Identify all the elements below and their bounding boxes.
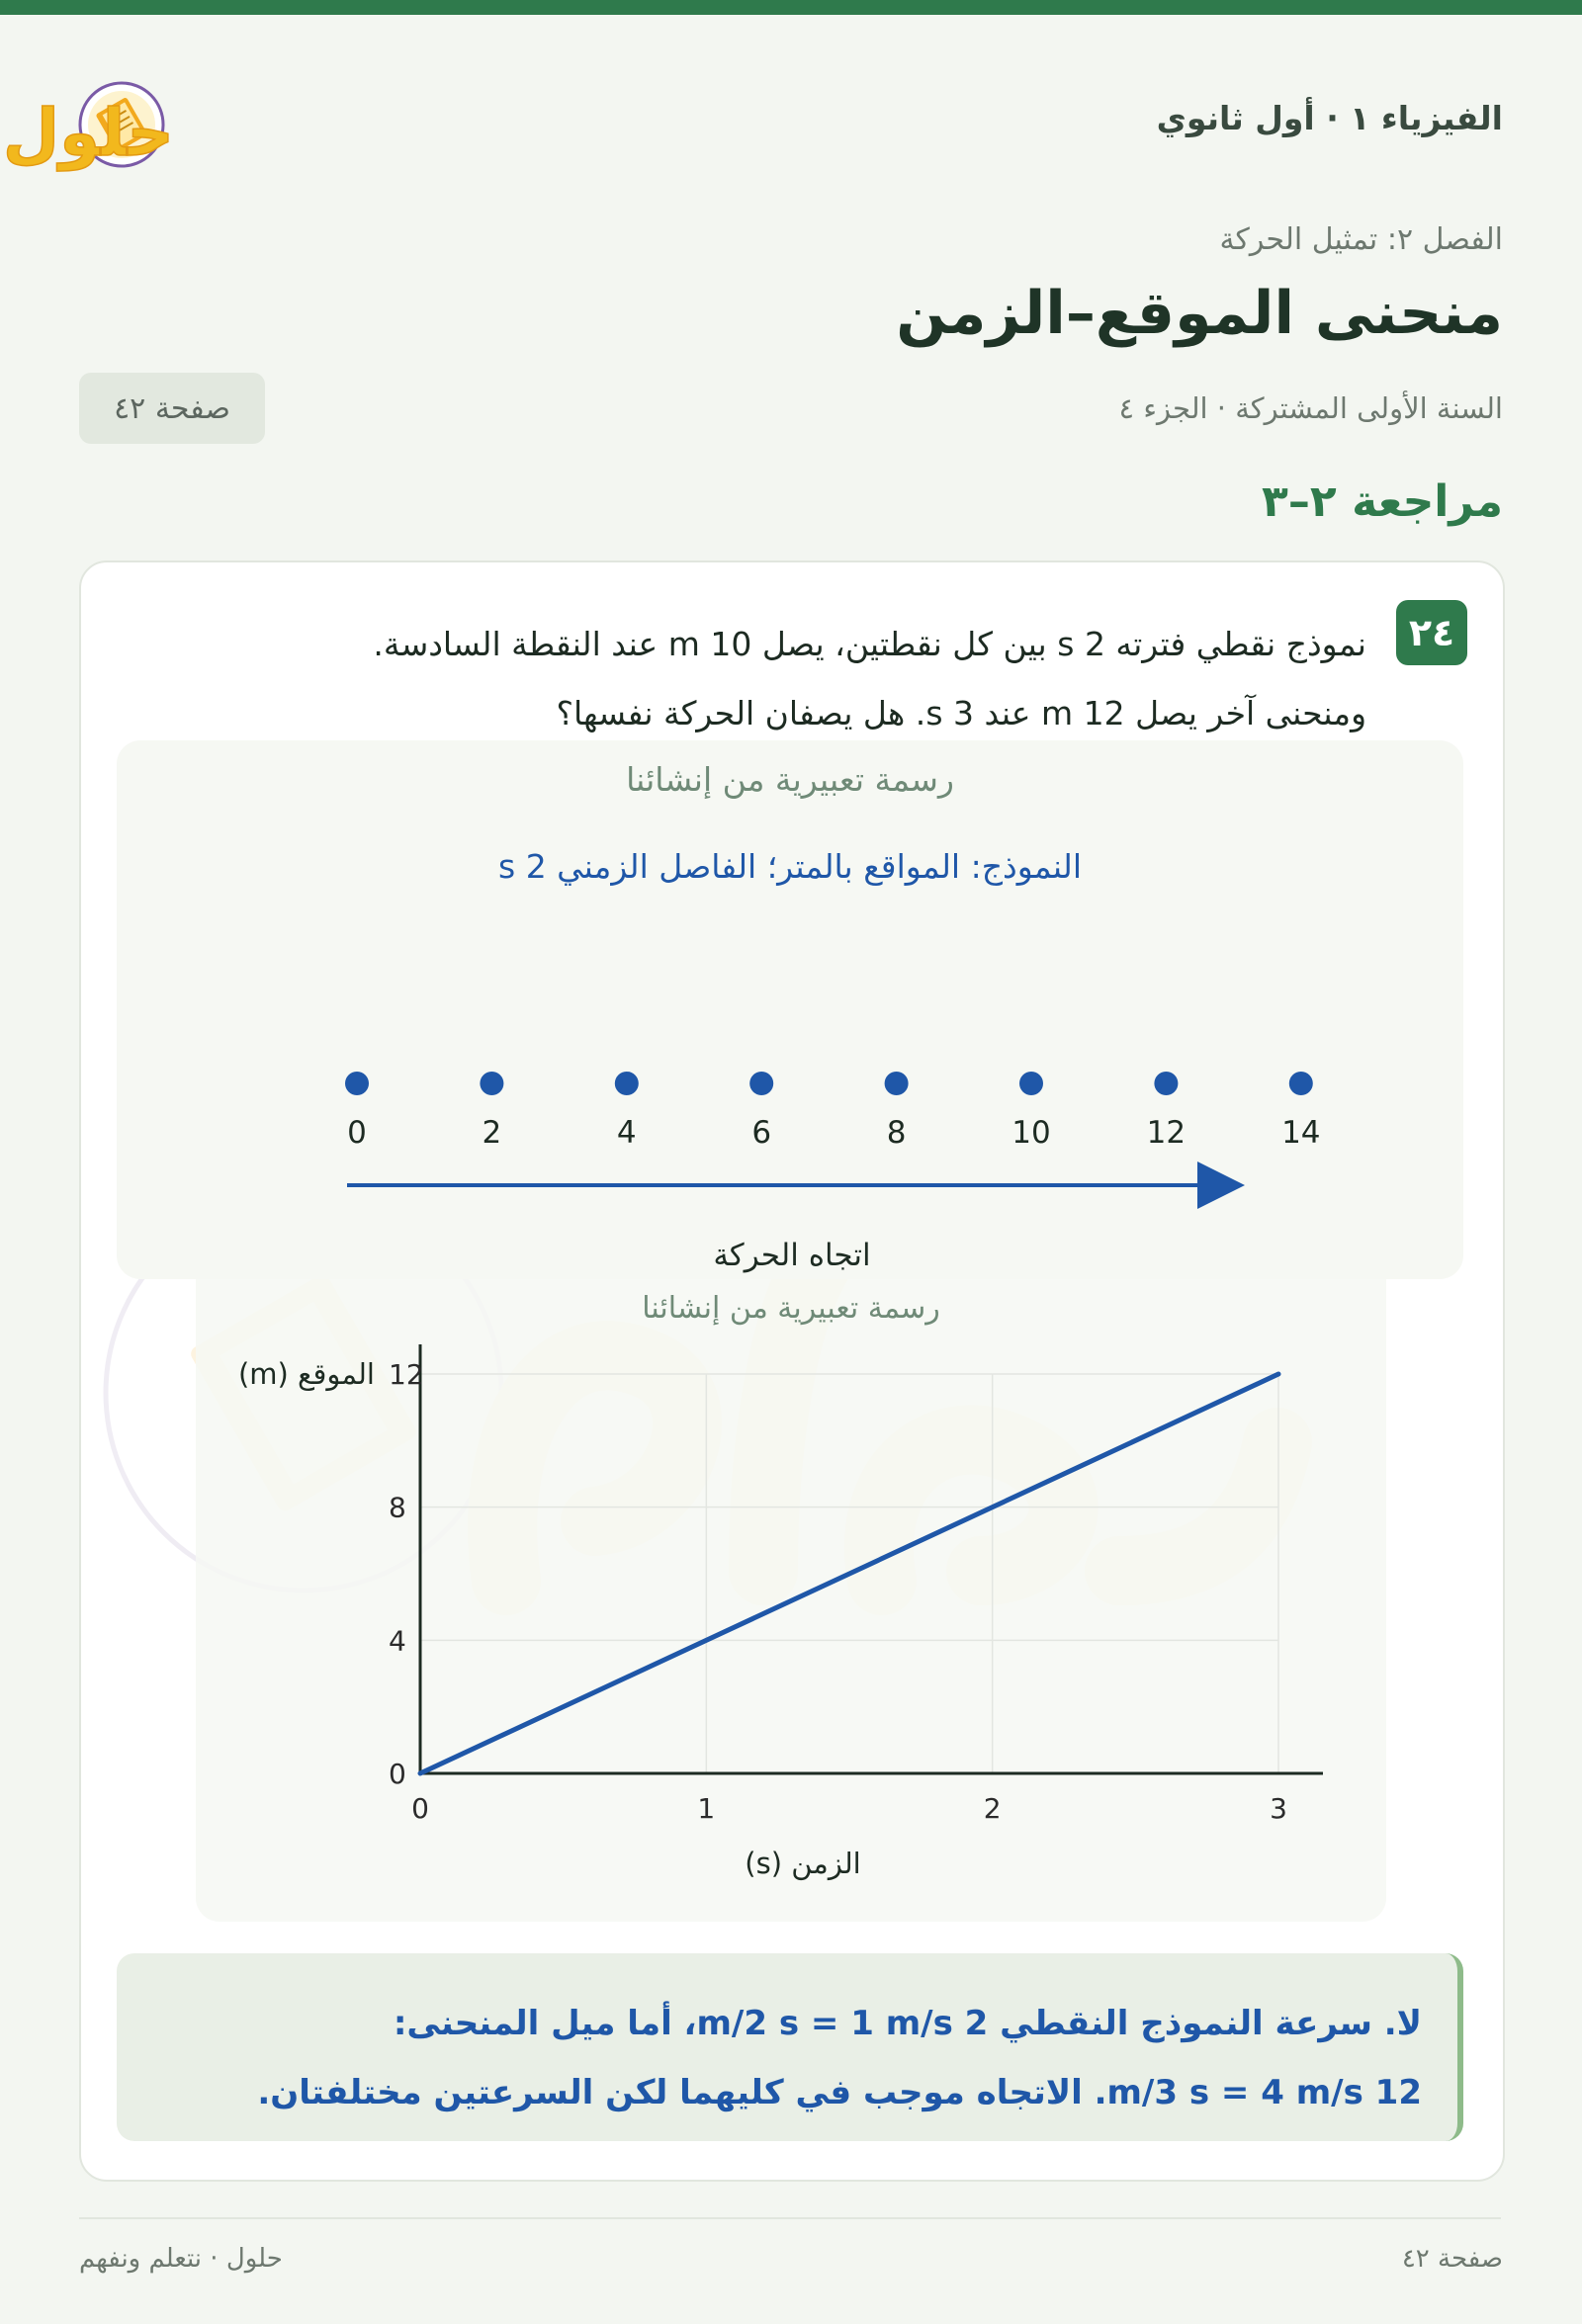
- dot-position-label: 0: [347, 1115, 367, 1151]
- x-tick-label: 3: [1270, 1792, 1287, 1825]
- motion-dot: [749, 1072, 773, 1095]
- footer-page-number: صفحة ٤٢: [1401, 2244, 1503, 2274]
- x-tick-label: 1: [697, 1792, 716, 1825]
- book-title: الفيزياء ١ · أول ثانوي: [1156, 99, 1503, 137]
- brand-name: حلول: [2, 95, 174, 171]
- motion-dot: [1019, 1072, 1043, 1095]
- page-title: منحنى الموقع–الزمن: [896, 279, 1503, 348]
- motion-dot: [1289, 1072, 1313, 1095]
- y-tick-label: 0: [389, 1758, 406, 1790]
- y-tick-label: 12: [389, 1358, 424, 1391]
- y-tick-label: 8: [389, 1491, 406, 1524]
- motion-dot: [480, 1072, 503, 1095]
- dot-position-label: 4: [616, 1115, 637, 1151]
- dot-position-label: 2: [482, 1115, 502, 1151]
- motion-dot: [885, 1072, 909, 1095]
- page-badge: صفحة ٤٢: [79, 373, 265, 444]
- x-axis-label: الزمن (s): [745, 1847, 861, 1880]
- chart-caption: رسمة تعبيرية من إنشائنا: [642, 1291, 940, 1326]
- answer-text: [257, 1989, 1422, 2127]
- dot-position-label: 8: [886, 1115, 907, 1151]
- dot-position-label: 14: [1281, 1115, 1321, 1151]
- motion-dot: [345, 1072, 369, 1095]
- figure-note: النموذج: المواقع بالمتر؛ الفاصل الزمني 2 s: [497, 847, 1082, 886]
- question-card: [79, 560, 1505, 2182]
- dot-diagram: [117, 740, 1463, 1279]
- answer-line-1: لا. سرعة النموذج النقطي 2 m/2 s = 1 m/s، أما ميل المنحنى:: [393, 2004, 1422, 2043]
- brand-logo[interactable]: [2, 61, 354, 180]
- question-line-1: نموذج نقطي فترته 2 s بين كل نقطتين، يصل 10 m عند النقطة السادسة.: [373, 625, 1366, 663]
- section-heading: مراجعة ٢–٣: [1262, 476, 1503, 527]
- y-tick-label: 4: [389, 1624, 406, 1658]
- chapter-label: الفصل ٢: تمثيل الحركة: [1219, 222, 1503, 257]
- motion-dot: [615, 1072, 639, 1095]
- dot-position-label: 6: [751, 1115, 772, 1151]
- question-line-2: ومنحنى آخر يصل 12 m عند 3 s. هل يصفان الحركة نفسها؟: [556, 694, 1366, 732]
- y-axis-label: الموقع (m): [237, 1357, 375, 1391]
- question-number: ٢٤: [1396, 600, 1467, 665]
- x-tick-label: 2: [983, 1792, 1002, 1825]
- top-accent-bar: [0, 0, 1582, 15]
- arrow-label: اتجاه الحركة: [713, 1238, 871, 1273]
- footer-divider: [79, 2217, 1501, 2219]
- question-text: [373, 610, 1366, 748]
- answer-line-2: 12 m/3 s = 4 m/s. الاتجاه موجب في كليهما لكن السرعتين مختلفتان.: [257, 2073, 1422, 2112]
- dot-diagram-figure: [117, 740, 1463, 1279]
- x-tick-label: 0: [411, 1792, 429, 1825]
- dot-position-label: 12: [1146, 1115, 1186, 1151]
- dot-position-label: 10: [1011, 1115, 1051, 1151]
- motion-dot: [1154, 1072, 1178, 1095]
- figure-caption: رسمة تعبيرية من إنشائنا: [626, 760, 954, 799]
- answer-box: [117, 1953, 1463, 2141]
- position-time-figure: [196, 1279, 1386, 1922]
- position-time-chart: [196, 1279, 1386, 1922]
- series-line: [420, 1374, 1278, 1773]
- book-meta: السنة الأولى المشتركة · الجزء ٤: [1118, 391, 1503, 425]
- brand-mark: [2, 61, 354, 180]
- footer-slogan: حلول · نتعلم ونفهم: [79, 2244, 283, 2274]
